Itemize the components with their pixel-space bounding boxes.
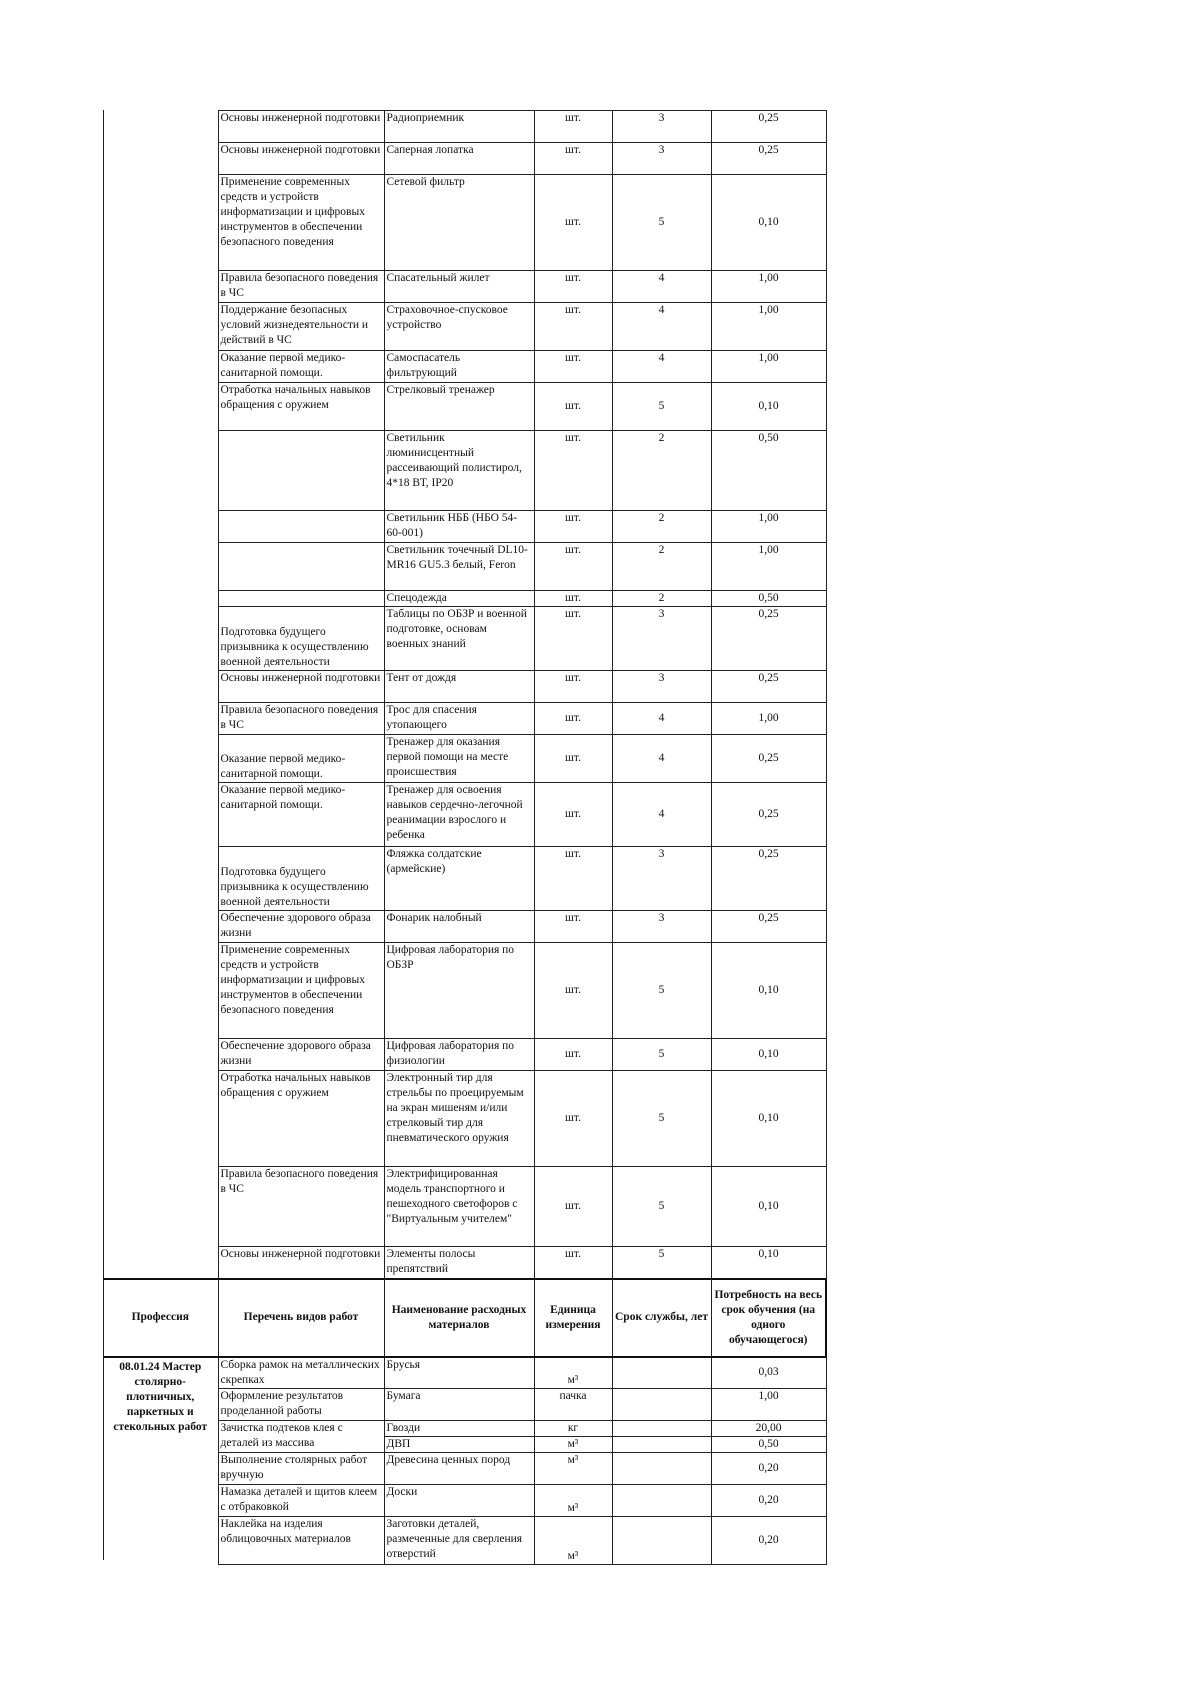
table-row <box>103 943 826 1039</box>
need-cell: 0,10 <box>711 1039 826 1071</box>
profession-cell <box>103 911 218 943</box>
need-cell: 1,00 <box>711 1389 826 1421</box>
table-row <box>103 1357 826 1389</box>
material-name-cell: Фляжка солдатские (армейские) <box>384 847 534 911</box>
profession-cell <box>103 1039 218 1071</box>
profession-cell <box>103 143 218 175</box>
need-cell: 1,00 <box>711 511 826 543</box>
unit-cell: шт. <box>534 383 612 431</box>
service-life-cell: 3 <box>612 607 711 671</box>
work-type-cell <box>218 591 384 607</box>
header-works: Перечень видов работ <box>218 1279 384 1357</box>
service-life-cell: 2 <box>612 511 711 543</box>
material-name-cell: Элементы полосы препятствий <box>384 1247 534 1279</box>
service-life-cell: 4 <box>612 351 711 383</box>
profession-cell <box>103 543 218 591</box>
material-name-cell: Светильник люминисцентный рассеивающий полистирол, 4*18 ВТ, IP20 <box>384 431 534 511</box>
service-life-cell: 5 <box>612 1039 711 1071</box>
material-name-cell: Таблицы по ОБЗР и военной подготовке, основам военных знаний <box>384 607 534 671</box>
profession-cell <box>103 351 218 383</box>
unit-cell: шт. <box>534 1071 612 1167</box>
work-type-cell: Применение современных средств и устройств информатизации и цифровых инструментов в обеспечении безопасного поведения <box>218 943 384 1039</box>
table-row <box>103 351 826 383</box>
profession-cell <box>103 111 218 143</box>
service-life-cell <box>612 1437 711 1453</box>
unit-cell: шт. <box>534 847 612 911</box>
need-cell: 1,00 <box>711 703 826 735</box>
work-type-cell: Основы инженерной подготовки <box>218 671 384 703</box>
service-life-cell: 2 <box>612 543 711 591</box>
need-cell: 0,10 <box>711 943 826 1039</box>
service-life-cell <box>612 1485 711 1517</box>
work-type-cell: Правила безопасного поведения в ЧС <box>218 271 384 303</box>
work-type-cell: Оказание первой медико-санитарной помощи. <box>218 783 384 847</box>
work-type-cell: Наклейка на изделия облицовочных материалов <box>218 1517 384 1565</box>
work-type-cell: Оформление результатов проделанной работы <box>218 1389 384 1421</box>
work-type-cell <box>218 431 384 511</box>
work-type-cell: Поддержание безопасных условий жизнедеятельности и действий в ЧС <box>218 303 384 351</box>
need-cell: 0,25 <box>711 143 826 175</box>
service-life-cell: 5 <box>612 175 711 271</box>
service-life-cell: 4 <box>612 303 711 351</box>
profession-cell <box>103 591 218 607</box>
need-cell: 0,25 <box>711 783 826 847</box>
service-life-cell <box>612 1389 711 1421</box>
table-row <box>103 303 826 351</box>
service-life-cell: 5 <box>612 1071 711 1167</box>
need-cell: 0,20 <box>711 1517 826 1565</box>
unit-cell: пачка <box>534 1389 612 1421</box>
profession-cell <box>103 1071 218 1167</box>
table-row <box>103 783 826 847</box>
material-name-cell: Фонарик налобный <box>384 911 534 943</box>
unit-cell: шт. <box>534 351 612 383</box>
materials-table <box>103 110 827 1565</box>
material-name-cell: Электронный тир для стрельбы по проецируемым на экран мишеням и/или стрелковый тир для пневматического оружия <box>384 1071 534 1167</box>
profession-name-cell: 08.01.24 Мастер столярно-плотничных, паркетных и стекольных работ <box>103 1357 218 1565</box>
need-cell: 20,00 <box>711 1421 826 1437</box>
profession-cell <box>103 783 218 847</box>
material-name-cell: Заготовки деталей, размеченные для сверления отверстий <box>384 1517 534 1565</box>
service-life-cell: 3 <box>612 671 711 703</box>
work-type-cell: Правила безопасного поведения в ЧС <box>218 703 384 735</box>
material-name-cell: Спецодежда <box>384 591 534 607</box>
material-name-cell: Тренажер для освоения навыков сердечно-легочной реанимации взрослого и ребенка <box>384 783 534 847</box>
profession-cell <box>103 703 218 735</box>
profession-cell <box>103 1167 218 1247</box>
table-row <box>103 383 826 431</box>
unit-cell: шт. <box>534 1247 612 1279</box>
material-name-cell: Сетевой фильтр <box>384 175 534 271</box>
unit-cell: шт. <box>534 943 612 1039</box>
material-name-cell: Стрелковый тренажер <box>384 383 534 431</box>
work-type-cell: Оказание первой медико-санитарной помощи. <box>218 351 384 383</box>
need-cell: 0,25 <box>711 911 826 943</box>
need-cell: 1,00 <box>711 303 826 351</box>
need-cell: 0,03 <box>711 1357 826 1389</box>
material-name-cell: Цифровая лаборатория по физиологии <box>384 1039 534 1071</box>
need-cell: 0,50 <box>711 591 826 607</box>
profession-cell <box>103 847 218 911</box>
work-type-cell: Подготовка будущего призывника к осуществлению военной деятельности <box>218 847 384 911</box>
unit-cell: шт. <box>534 271 612 303</box>
material-name-cell: Бумага <box>384 1389 534 1421</box>
profession-cell <box>103 1247 218 1279</box>
material-name-cell: Тент от дождя <box>384 671 534 703</box>
table-row <box>103 591 826 607</box>
service-life-cell: 5 <box>612 1167 711 1247</box>
profession-cell <box>103 511 218 543</box>
work-type-cell: Обеспечение здорового образа жизни <box>218 911 384 943</box>
unit-cell: шт. <box>534 431 612 511</box>
unit-cell: шт. <box>534 607 612 671</box>
profession-cell <box>103 271 218 303</box>
table-row <box>103 847 826 911</box>
unit-cell: шт. <box>534 543 612 591</box>
service-life-cell <box>612 1517 711 1565</box>
need-cell: 1,00 <box>711 351 826 383</box>
unit-cell: шт. <box>534 511 612 543</box>
header-need: Потребность на весь срок обучения (на одного обучающегося) <box>711 1279 826 1357</box>
need-cell: 1,00 <box>711 271 826 303</box>
work-type-cell: Применение современных средств и устройств информатизации и цифровых инструментов в обеспечении безопасного поведения <box>218 175 384 271</box>
unit-cell: шт. <box>534 1039 612 1071</box>
material-name-cell: Цифровая лаборатория по ОБЗР <box>384 943 534 1039</box>
unit-cell: м³ <box>534 1485 612 1517</box>
table-row <box>103 911 826 943</box>
profession-cell <box>103 383 218 431</box>
material-name-cell: Светильник НББ (НБО 54-60-001) <box>384 511 534 543</box>
table-row <box>103 271 826 303</box>
table-row <box>103 1039 826 1071</box>
table-row <box>103 511 826 543</box>
work-type-cell: Намазка деталей и щитов клеем с отбраковкой <box>218 1485 384 1517</box>
service-life-cell <box>612 1357 711 1389</box>
work-type-cell: Основы инженерной подготовки <box>218 1247 384 1279</box>
material-name-cell: Доски <box>384 1485 534 1517</box>
table-row <box>103 111 826 143</box>
table-row <box>103 543 826 591</box>
work-type-cell: Обеспечение здорового образа жизни <box>218 1039 384 1071</box>
material-name-cell: Саперная лопатка <box>384 143 534 175</box>
service-life-cell: 3 <box>612 911 711 943</box>
service-life-cell <box>612 1421 711 1437</box>
service-life-cell: 3 <box>612 847 711 911</box>
need-cell: 0,10 <box>711 383 826 431</box>
material-name-cell: Гвозди <box>384 1421 534 1437</box>
service-life-cell: 4 <box>612 703 711 735</box>
table-row <box>103 175 826 271</box>
unit-cell: м³ <box>534 1517 612 1565</box>
header-unit: Единица измерения <box>534 1279 612 1357</box>
unit-cell: шт. <box>534 143 612 175</box>
profession-cell <box>103 303 218 351</box>
unit-cell: шт. <box>534 783 612 847</box>
profession-cell <box>103 607 218 671</box>
service-life-cell: 5 <box>612 383 711 431</box>
need-cell: 0,50 <box>711 1437 826 1453</box>
service-life-cell: 4 <box>612 271 711 303</box>
need-cell: 0,10 <box>711 1167 826 1247</box>
table-row <box>103 607 826 671</box>
table-row <box>103 671 826 703</box>
work-type-cell: Основы инженерной подготовки <box>218 111 384 143</box>
table-row <box>103 703 826 735</box>
work-type-cell: Отработка начальных навыков обращения с оружием <box>218 383 384 431</box>
unit-cell: шт. <box>534 111 612 143</box>
need-cell: 0,10 <box>711 175 826 271</box>
need-cell: 1,00 <box>711 543 826 591</box>
profession-cell <box>103 943 218 1039</box>
unit-cell: кг <box>534 1421 612 1437</box>
work-type-cell: Основы инженерной подготовки <box>218 143 384 175</box>
work-type-cell: Выполнение столярных работ вручную <box>218 1453 384 1485</box>
work-type-cell <box>218 511 384 543</box>
need-cell: 0,20 <box>711 1485 826 1517</box>
lower-table-body <box>103 1357 826 1565</box>
material-name-cell: Самоспасатель фильтрующий <box>384 351 534 383</box>
unit-cell: шт. <box>534 703 612 735</box>
service-life-cell: 5 <box>612 1247 711 1279</box>
work-type-cell: Зачистка подтеков клея с деталей из массива <box>218 1421 384 1453</box>
need-cell: 0,25 <box>711 671 826 703</box>
unit-cell: шт. <box>534 1167 612 1247</box>
material-name-cell: Спасательный жилет <box>384 271 534 303</box>
header-section <box>103 1279 826 1357</box>
material-name-cell: Электрифицированная модель транспортного и пешеходного светофоров с "Виртуальным учителем" <box>384 1167 534 1247</box>
work-type-cell <box>218 543 384 591</box>
unit-cell: шт. <box>534 735 612 783</box>
work-type-cell: Правила безопасного поведения в ЧС <box>218 1167 384 1247</box>
unit-cell: шт. <box>534 591 612 607</box>
work-type-cell: Сборка рамок на металлических скрепках <box>218 1357 384 1389</box>
service-life-cell: 2 <box>612 431 711 511</box>
need-cell: 0,20 <box>711 1453 826 1485</box>
table-row <box>103 1167 826 1247</box>
service-life-cell: 5 <box>612 943 711 1039</box>
profession-cell <box>103 175 218 271</box>
material-name-cell: ДВП <box>384 1437 534 1453</box>
material-name-cell: Древесина ценных пород <box>384 1453 534 1485</box>
service-life-cell: 4 <box>612 735 711 783</box>
service-life-cell: 2 <box>612 591 711 607</box>
profession-cell <box>103 735 218 783</box>
material-name-cell: Брусья <box>384 1357 534 1389</box>
unit-cell: шт. <box>534 175 612 271</box>
material-name-cell: Страховочное-спусковое устройство <box>384 303 534 351</box>
need-cell: 0,25 <box>711 735 826 783</box>
table-row <box>103 431 826 511</box>
service-life-cell: 3 <box>612 111 711 143</box>
service-life-cell: 4 <box>612 783 711 847</box>
profession-cell <box>103 671 218 703</box>
unit-cell: шт. <box>534 671 612 703</box>
need-cell: 0,50 <box>711 431 826 511</box>
need-cell: 0,25 <box>711 111 826 143</box>
table-row <box>103 143 826 175</box>
header-materials: Наименование расходных материалов <box>384 1279 534 1357</box>
table-row <box>103 1247 826 1279</box>
unit-cell: м³ <box>534 1437 612 1453</box>
need-cell: 0,25 <box>711 607 826 671</box>
material-name-cell: Радиоприемник <box>384 111 534 143</box>
need-cell: 0,10 <box>711 1071 826 1167</box>
unit-cell: м³ <box>534 1357 612 1389</box>
need-cell: 0,10 <box>711 1247 826 1279</box>
material-name-cell: Светильник точечный DL10-MR16 GU5.3 белый, Feron <box>384 543 534 591</box>
work-type-cell: Подготовка будущего призывника к осуществлению военной деятельности <box>218 607 384 671</box>
service-life-cell <box>612 1453 711 1485</box>
material-name-cell: Тренажер для оказания первой помощи на месте происшествия <box>384 735 534 783</box>
unit-cell: шт. <box>534 303 612 351</box>
table-header-row <box>103 1279 826 1357</box>
unit-cell: м³ <box>534 1453 612 1485</box>
profession-cell <box>103 431 218 511</box>
need-cell: 0,25 <box>711 847 826 911</box>
upper-table-body <box>103 111 826 1279</box>
table-row <box>103 735 826 783</box>
header-profession: Профессия <box>103 1279 218 1357</box>
header-life: Срок службы, лет <box>612 1279 711 1357</box>
unit-cell: шт. <box>534 911 612 943</box>
material-name-cell: Трос для спасения утопающего <box>384 703 534 735</box>
service-life-cell: 3 <box>612 143 711 175</box>
work-type-cell: Оказание первой медико-санитарной помощи. <box>218 735 384 783</box>
work-type-cell: Отработка начальных навыков обращения с оружием <box>218 1071 384 1167</box>
table-row <box>103 1071 826 1167</box>
